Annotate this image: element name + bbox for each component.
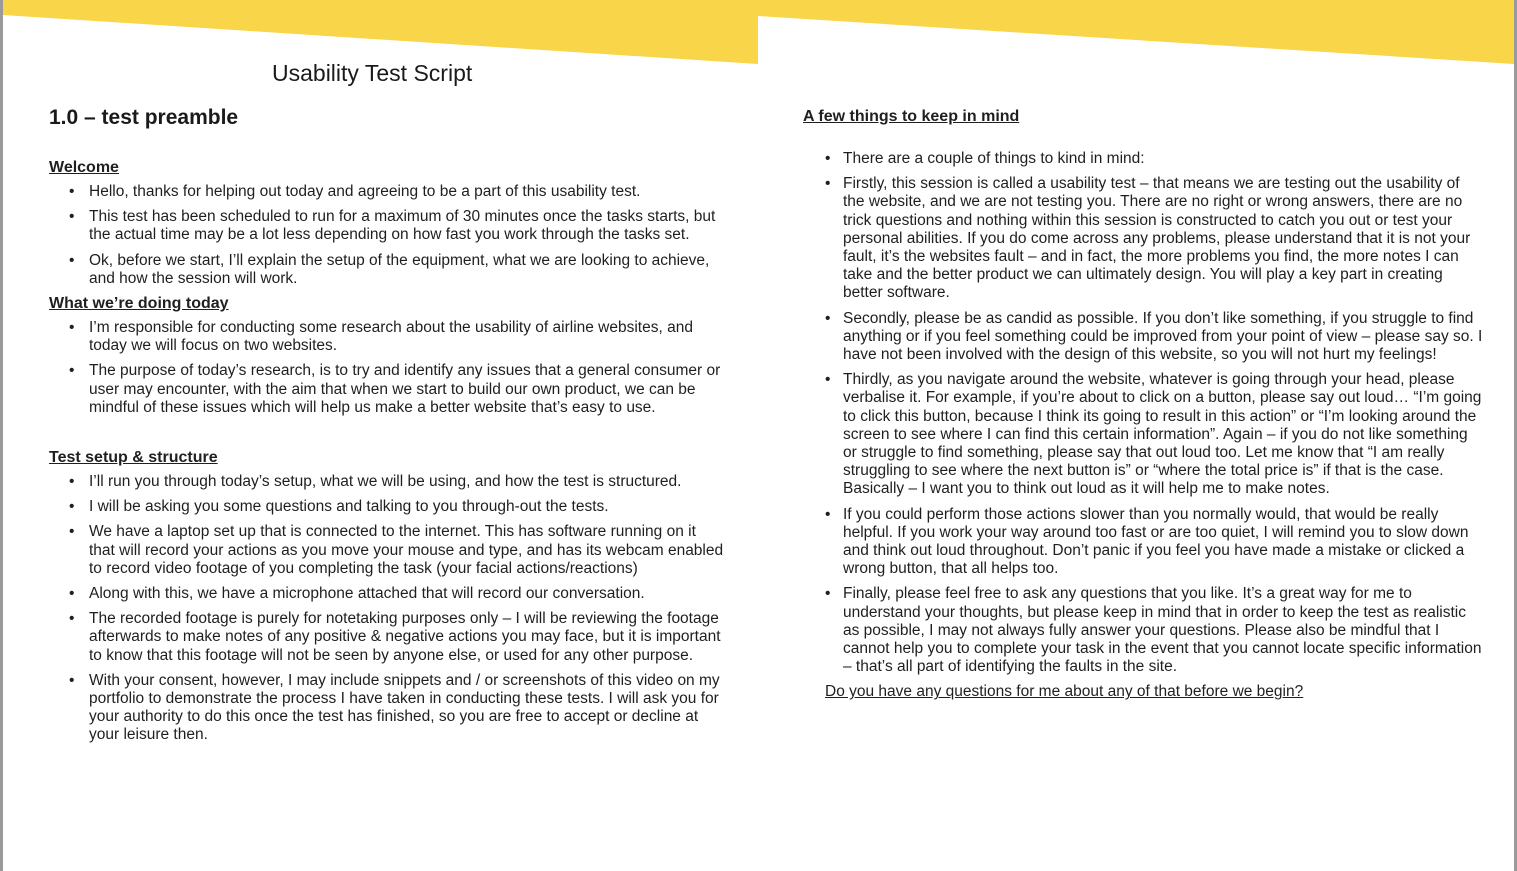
keep-in-mind-list	[803, 150, 1483, 676]
list-item: • Thirdly, as you navigate around the website, whatever is going through your head, please verbalise it. For example, if you’re about to click on a button, please say out loud… “I’m going to click this button, because I think its going to result in this action” or “I’m looking around the screen to see where I can find this certain information”. Again – if you do not like something or struggle to find something, please say that out loud too. Let me know that “I am really struggling to see where the next button is” or “where the total price is” if that is the case. Basically – I want you to think out loud as it will help me to make notes.	[803, 371, 1483, 498]
list-item: • The recorded footage is purely for notetaking purposes only – I will be reviewing the footage afterwards to make notes of any positive & negative actions you may face, but it is important to know that this footage will not be seen by anyone else, or used for any other purpose.	[49, 610, 724, 665]
page-edge-left	[0, 0, 3, 871]
list-item: • I will be asking you some questions and talking to you through-out the tests.	[49, 498, 724, 516]
welcome-section	[49, 158, 724, 288]
setup-heading: Test setup & structure	[49, 449, 218, 467]
doing-today-list	[49, 319, 724, 417]
list-item: • Ok, before we start, I’ll explain the setup of the equipment, what we are looking to achieve, and how the session will work.	[49, 252, 724, 288]
setup-section	[49, 448, 724, 745]
list-item: • I’ll run you through today’s setup, what we will be using, and how the test is structured.	[49, 473, 724, 491]
banner-shape-left	[3, 0, 758, 64]
right-column	[803, 107, 1483, 702]
keep-in-mind-heading: A few things to keep in mind	[803, 108, 1020, 125]
list-item: • If you could perform those actions slower than you normally would, that would be really helpful. If you work your way around too fast or are too quiet, I will remind you to slow down and think out loud throughout. Don’t panic if you feel you have made a mistake or clicked a wrong button, that all helps too.	[803, 506, 1483, 579]
header-banner	[0, 0, 1517, 70]
list-item: • I’m responsible for conducting some research about the usability of airline websites, and today we will focus on two websites.	[49, 319, 724, 355]
doing-today-section	[49, 294, 724, 417]
banner-shape-right	[758, 0, 1514, 64]
left-column	[49, 158, 724, 745]
list-item: • Secondly, please be as candid as possible. If you don’t like something, if you struggle to find anything or if you feel something could be improved from your point of view – please say so. I have not been involved with the design of this website, so you will not hurt my feelings!	[803, 310, 1483, 365]
list-item: • Firstly, this session is called a usability test – that means we are testing out the usability of the website, and we are not testing you. There are no right or wrong answers, there are no trick questions and nothing within this session is constructed to catch you out or test your personal abilities. If you do come across any problems, please understand that it is not your fault, it’s the websites fault – and in fact, the more problems you find, the more notes I can take and the better product we can ultimately design. You will play a key part in creating better software.	[803, 175, 1483, 302]
welcome-list	[49, 183, 724, 288]
closing-question: Do you have any questions for me about any of that before we begin?	[825, 683, 1304, 701]
list-item: • There are a couple of things to kind in mind:	[803, 150, 1483, 168]
list-item: • We have a laptop set up that is connected to the internet. This has software running on it that will record your actions as you move your mouse and type, and has its webcam enabled to record video footage of you completing the task (your facial actions/reactions)	[49, 523, 724, 578]
list-item: • This test has been scheduled to run for a maximum of 30 minutes once the tasks starts, but the actual time may be a lot less depending on how fast you work through the tasks set.	[49, 208, 724, 244]
list-item: • Along with this, we have a microphone attached that will record our conversation.	[49, 585, 724, 603]
welcome-heading: Welcome	[49, 159, 119, 176]
document-title: Usability Test Script	[272, 60, 473, 86]
setup-list	[49, 473, 724, 745]
list-item: • Hello, thanks for helping out today and agreeing to be a part of this usability test.	[49, 183, 724, 201]
list-item: • Finally, please feel free to ask any questions that you like. It’s a great way for me to understand your thoughts, but please keep in mind that in order to keep the test as realistic as possible, I may not always fully answer your questions. Please also be mindful that I cannot help you to complete your task in the event that you cannot locate specific information – that’s all part of identifying the faults in the site.	[803, 585, 1483, 676]
doing-today-heading: What we’re doing today	[49, 295, 229, 313]
list-item: • With your consent, however, I may include snippets and / or screenshots of this video on my portfolio to demonstrate the process I have taken in conducting these tests. I will ask you for your authority to do this once the test has finished, so you are free to accept or decline at your leisure then.	[49, 672, 724, 745]
section-title: 1.0 – test preamble	[49, 106, 239, 129]
list-item: • The purpose of today’s research, is to try and identify any issues that a general consumer or user may encounter, with the aim that when we start to build our own product, we can be mindful of these issues which will help us make a better website that’s easy to use.	[49, 362, 724, 417]
